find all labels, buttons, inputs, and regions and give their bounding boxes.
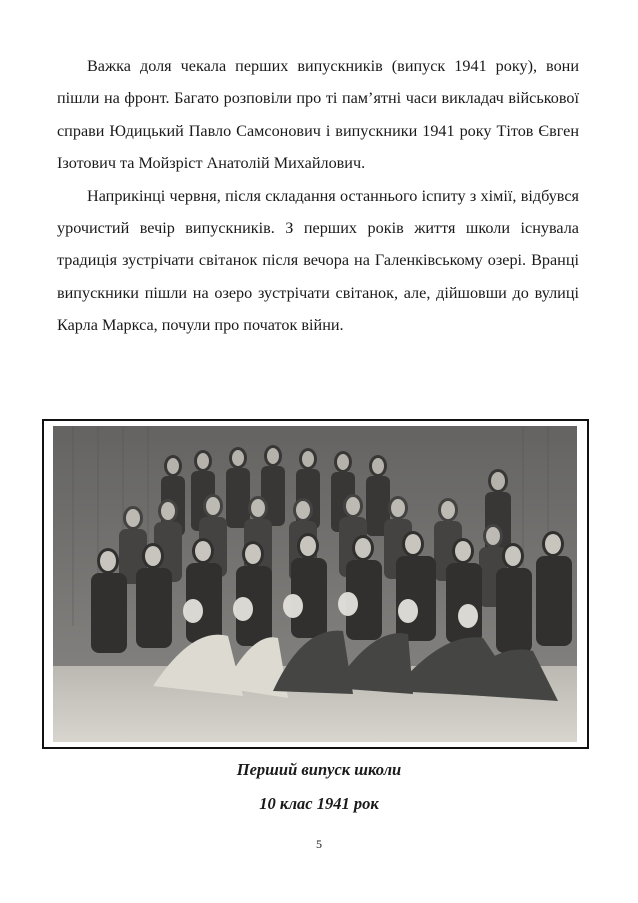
page-number: 5	[316, 837, 322, 851]
photo-frame	[42, 419, 589, 749]
group-photo-illustration	[53, 426, 577, 742]
photo-caption-title: Перший випуск школи	[236, 760, 402, 779]
paragraph-graduation-evening: Наприкінці червня, після складання останнього іспиту з хімії, відбувся урочистий вечір випускників. З перших років життя школи існувала традиція зустрічати світанок після вечора на Галенківському озері. Вранці випускники пішли на озеро зустрічати світанок, але, дійшовши до вулиці Карла Маркса, почули про початок війни.	[57, 186, 579, 335]
group-photo	[53, 426, 577, 742]
paragraph-graduates-front: Важка доля чекала перших випускників (випуск 1941 року), вони пішли на фронт. Багато розповіли про ті пам’ятні часи викладач військової справи Юдицький Павло Самсонович і випускники 1941 року Тітов Євген Ізотович та Мойзріст Анатолій Михайлович.	[57, 57, 579, 173]
photo-caption-subtitle: 10 клас 1941 рок	[259, 794, 379, 813]
body-text	[57, 50, 579, 342]
